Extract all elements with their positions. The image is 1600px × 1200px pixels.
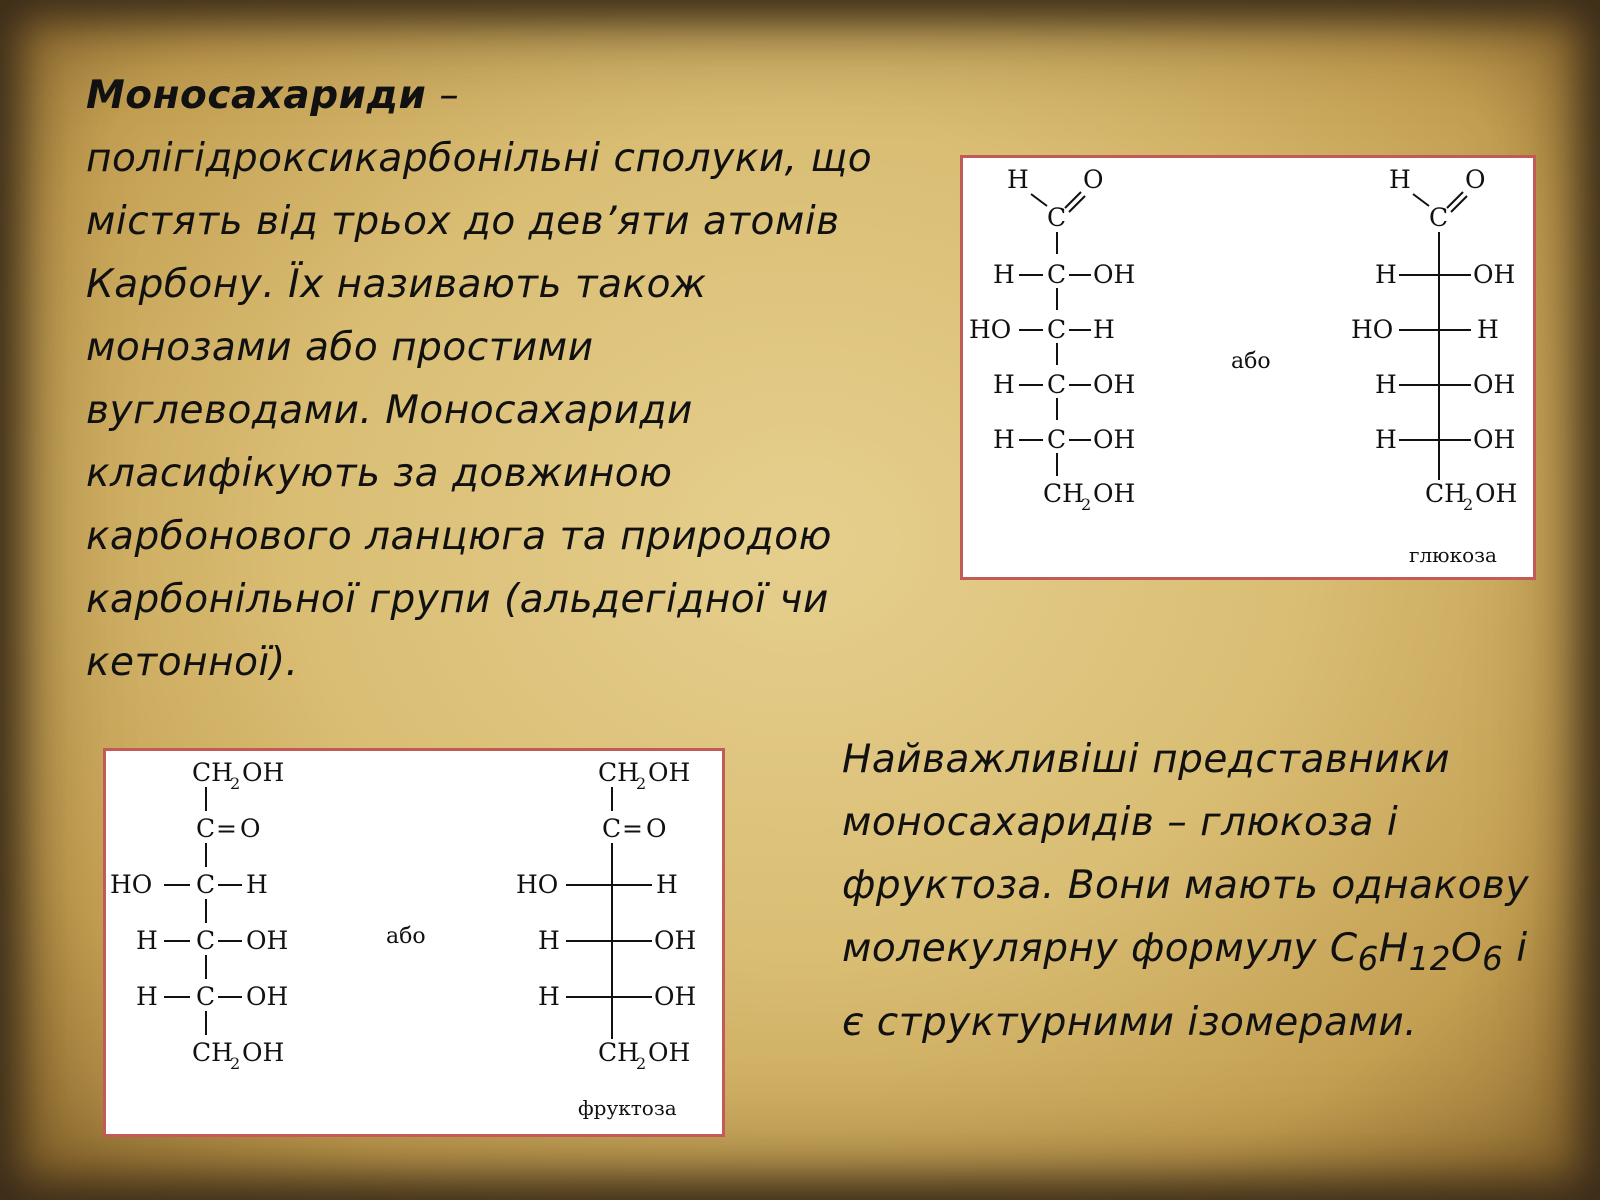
svg-text:O: O	[1083, 165, 1104, 194]
svg-text:C: C	[1047, 203, 1067, 232]
molecular-formula: $C_6H_{12}O_6$	[1329, 926, 1504, 978]
svg-text:HO: HO	[969, 315, 1012, 344]
svg-text:2: 2	[1463, 495, 1474, 514]
representatives-text: Найважливіші представники моносахаридів – глюкоза і фруктоза. Вони мають однакову молекулярну формулу	[842, 737, 1530, 971]
glucose-caption: глюкоза	[1409, 543, 1497, 567]
svg-text:H: H	[993, 425, 1015, 454]
svg-text:H: H	[538, 982, 560, 1011]
svg-text:H: H	[1389, 165, 1411, 194]
svg-text:OH: OH	[1093, 425, 1136, 454]
svg-text:OH: OH	[1473, 370, 1516, 399]
svg-text:OH: OH	[1093, 479, 1136, 508]
svg-text:CH: CH	[1043, 479, 1084, 508]
svg-text:H: H	[246, 870, 268, 899]
svg-text:H: H	[136, 982, 158, 1011]
svg-text:C: C	[196, 982, 216, 1011]
svg-text:HO: HO	[1351, 315, 1394, 344]
svg-text:2: 2	[1081, 495, 1092, 514]
svg-text:=: =	[622, 814, 643, 843]
svg-text:H: H	[1375, 260, 1397, 289]
svg-text:C: C	[196, 814, 216, 843]
svg-text:OH: OH	[1473, 260, 1516, 289]
fructose-structural-formula	[110, 758, 288, 1073]
definition-paragraph	[86, 64, 886, 694]
isomers-text: і є структурними ізомерами.	[842, 926, 1528, 1045]
svg-text:OH: OH	[242, 758, 285, 787]
svg-text:C: C	[196, 926, 216, 955]
svg-text:OH: OH	[246, 982, 289, 1011]
svg-text:H: H	[656, 870, 678, 899]
svg-text:HO: HO	[516, 870, 559, 899]
fructose-caption: фруктоза	[578, 1096, 677, 1120]
svg-text:H: H	[993, 260, 1015, 289]
svg-text:OH: OH	[242, 1038, 285, 1067]
term-monosaccharides: Моносахариди	[86, 73, 427, 118]
svg-text:C: C	[1047, 370, 1067, 399]
svg-text:2: 2	[636, 774, 647, 793]
svg-text:CH: CH	[598, 758, 639, 787]
svg-text:OH: OH	[648, 758, 691, 787]
svg-text:H: H	[538, 926, 560, 955]
svg-text:CH: CH	[192, 1038, 233, 1067]
svg-text:CH: CH	[192, 758, 233, 787]
glucose-structure-diagram	[960, 155, 1536, 580]
svg-text:OH: OH	[1093, 370, 1136, 399]
glucose-or-label: або	[1231, 349, 1271, 374]
glucose-structural-formula	[969, 165, 1135, 514]
svg-text:2: 2	[636, 1054, 647, 1073]
svg-text:=: =	[216, 814, 237, 843]
svg-text:OH: OH	[654, 926, 697, 955]
svg-text:H: H	[1375, 370, 1397, 399]
svg-text:H: H	[1093, 315, 1115, 344]
svg-text:H: H	[1477, 315, 1499, 344]
svg-text:O: O	[646, 814, 667, 843]
svg-text:H: H	[1007, 165, 1029, 194]
svg-text:O: O	[1465, 165, 1486, 194]
svg-text:H: H	[993, 370, 1015, 399]
glucose-fischer-projection	[1351, 165, 1517, 514]
svg-text:OH: OH	[1093, 260, 1136, 289]
representatives-paragraph	[842, 728, 1562, 1054]
svg-text:H: H	[136, 926, 158, 955]
svg-text:O: O	[240, 814, 261, 843]
svg-text:OH: OH	[1473, 425, 1516, 454]
svg-text:H: H	[1375, 425, 1397, 454]
svg-text:C: C	[1047, 315, 1067, 344]
definition-text: – полігідроксикарбонільні сполуки, що містять від трьох до дев’яти атомів Карбону. Їх називають також монозами або простими вуглеводами. Моносахариди класифікують за довжиною карбонового ланцюга та природою карбонільної групи (альдегідної чи кетонної).	[86, 73, 873, 685]
svg-text:C: C	[1429, 203, 1449, 232]
fructose-fischer-projection	[516, 758, 696, 1073]
fructose-or-label: або	[386, 924, 426, 949]
svg-text:C: C	[602, 814, 622, 843]
svg-text:2: 2	[230, 774, 241, 793]
fructose-structure-diagram	[103, 748, 725, 1137]
svg-text:C: C	[1047, 425, 1067, 454]
svg-text:OH: OH	[246, 926, 289, 955]
svg-text:C: C	[196, 870, 216, 899]
svg-text:HO: HO	[110, 870, 153, 899]
svg-text:2: 2	[230, 1054, 241, 1073]
svg-text:CH: CH	[598, 1038, 639, 1067]
svg-text:OH: OH	[1475, 479, 1518, 508]
svg-text:C: C	[1047, 260, 1067, 289]
svg-text:OH: OH	[654, 982, 697, 1011]
svg-text:CH: CH	[1425, 479, 1466, 508]
svg-text:OH: OH	[648, 1038, 691, 1067]
